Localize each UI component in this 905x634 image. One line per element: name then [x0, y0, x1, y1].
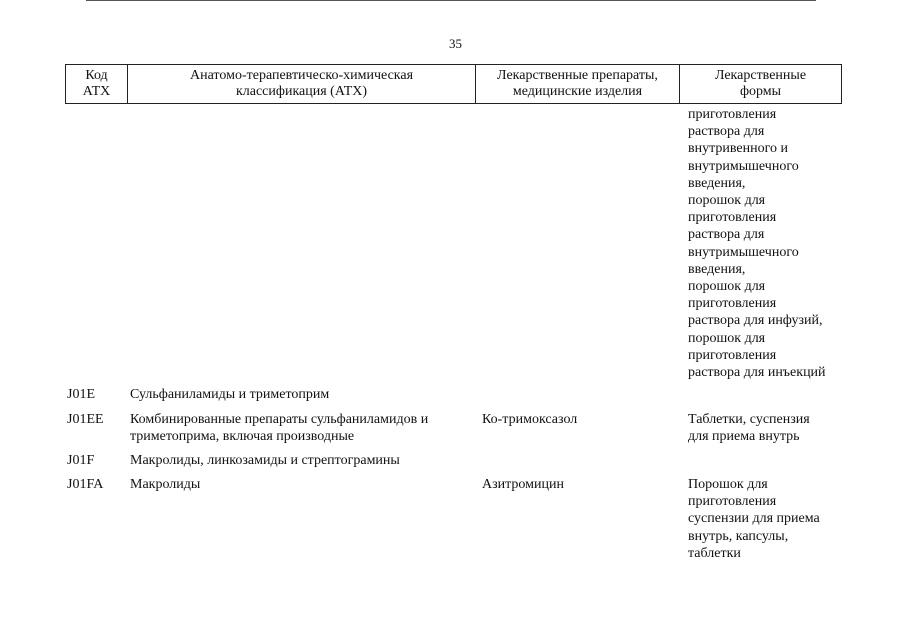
header-classification: Анатомо-терапевтическо-химическая классификация (АТХ) [128, 65, 476, 104]
row-code: J01EE [67, 412, 104, 427]
row-classification: Комбинированные препараты сульфаниламидов и триметоприма, включая производные [130, 412, 429, 445]
page-number: 35 [449, 36, 462, 51]
row-classification: Макролиды, линкозамиды и стрептограмины [130, 453, 400, 468]
row-forms: Таблетки, суспензия для приема внутрь [688, 412, 810, 445]
header-code: Код АТХ [66, 65, 128, 104]
row-forms: Порошок для приготовления суспензии для приема внутрь, капсулы, таблетки [688, 477, 820, 561]
header-forms: Лекарственные формы [680, 65, 842, 104]
header-row [66, 65, 842, 104]
row-code: J01F [67, 453, 95, 468]
header-drugs: Лекарственные препараты, медицинские изделия [476, 65, 680, 104]
row-code: J01FA [67, 477, 104, 492]
row-code: J01E [67, 387, 95, 402]
row-classification: Сульфаниламиды и триметоприм [130, 387, 330, 402]
row-drug: Азитромицин [482, 477, 564, 492]
table-header [65, 64, 842, 104]
forms-continuation: приготовления раствора для внутривенного и внутримышечного введения, порошок для приготовления раствора для внутримышечного введения, порошок для приготовления раствора для инфузий, порошок для приготовления раствора для инъекций [688, 107, 826, 381]
row-classification: Макролиды [130, 477, 201, 492]
row-drug: Ко-тримоксазол [482, 412, 578, 427]
page-top-rule [86, 0, 816, 1]
